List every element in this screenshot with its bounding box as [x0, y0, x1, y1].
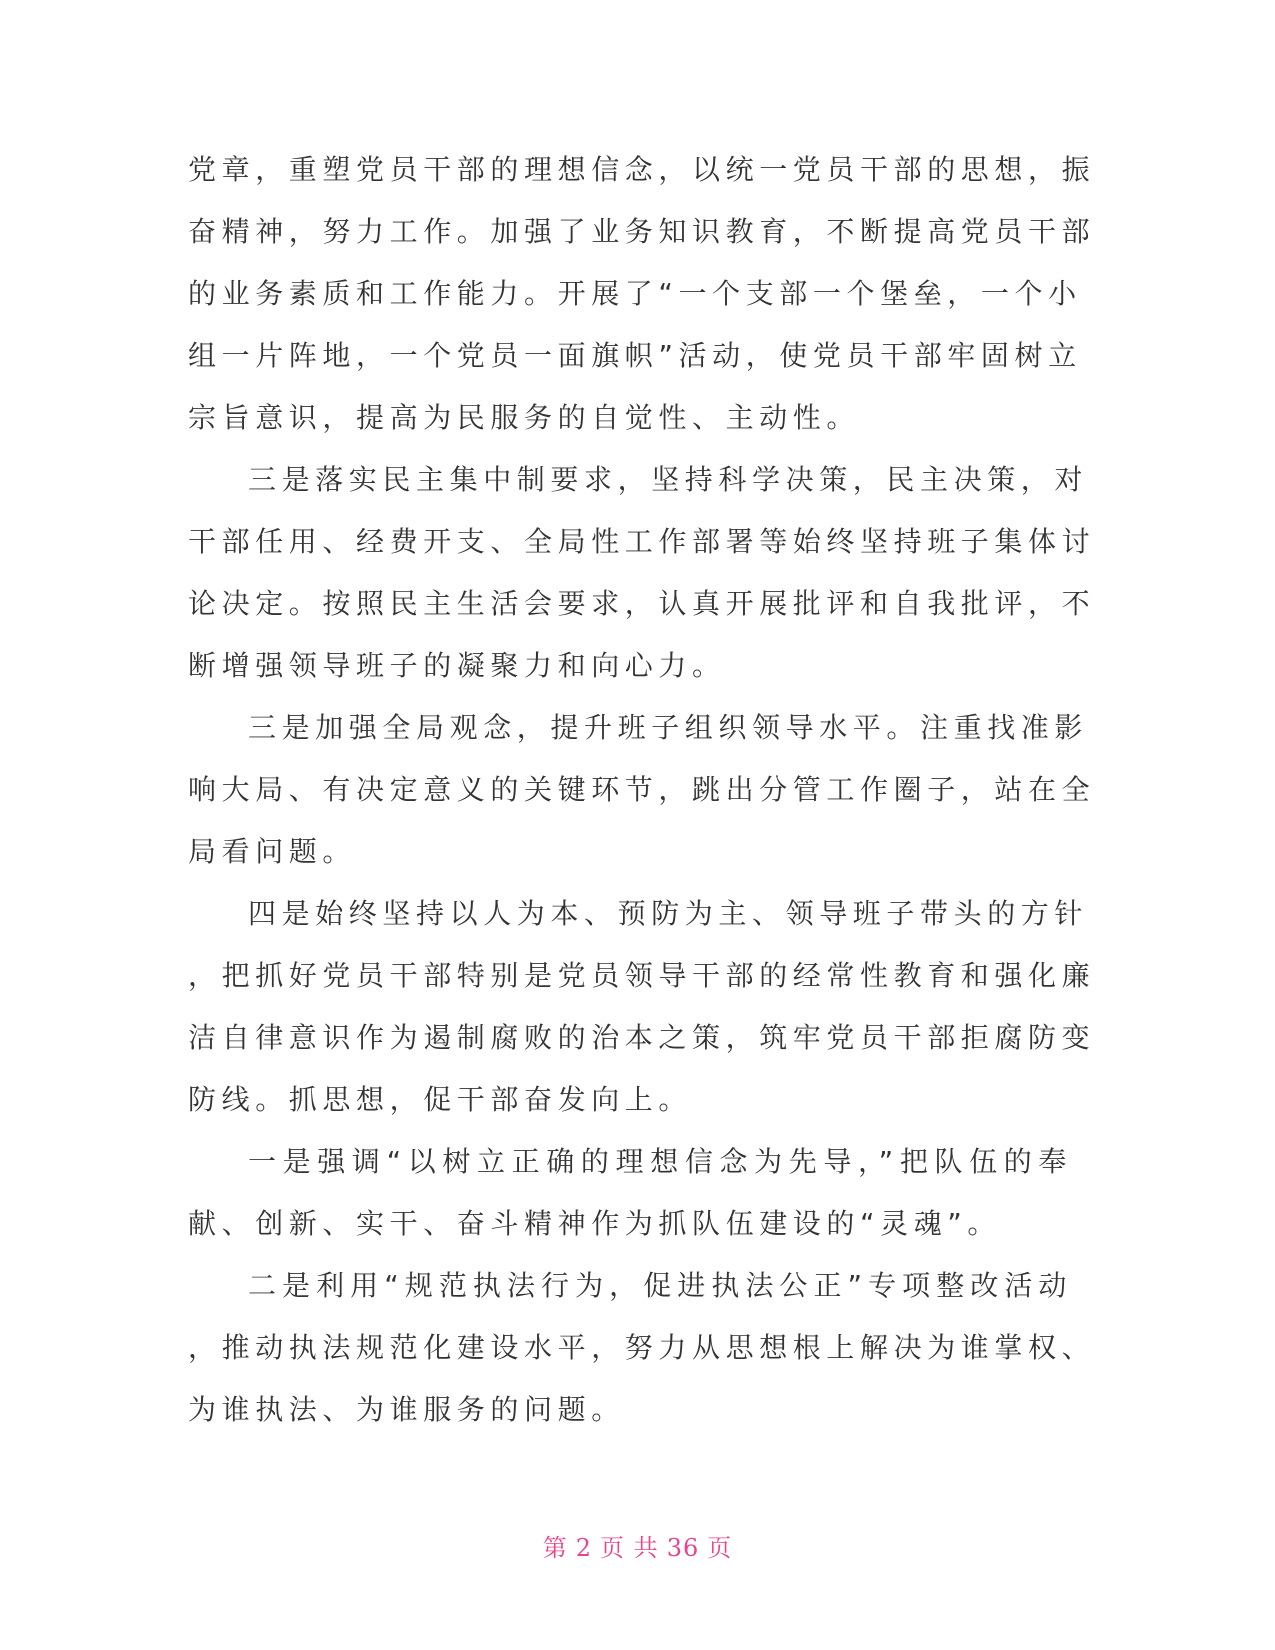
text-line: 洁自律意识作为遏制腐败的治本之策，筑牢党员干部拒腐防变: [188, 1021, 1096, 1054]
paragraph: [188, 139, 1096, 449]
text-line: ，推动执法规范化建设水平，努力从思想根上解决为谁掌权、: [188, 1331, 1096, 1364]
text-line: 局看问题。: [188, 835, 357, 868]
text-line: 宗旨意识，提高为民服务的自觉性、主动性。: [188, 401, 861, 434]
paragraph: [188, 883, 1096, 1131]
footer-middle: 页 共: [600, 1534, 659, 1562]
document-body: [188, 139, 1096, 1441]
text-line: ，把抓好党员干部特别是党员领导干部的经常性教育和强化廉: [188, 959, 1096, 992]
paragraph: [188, 449, 1096, 697]
text-line: 四是始终坚持以人为本、预防为主、领导班子带头的方针: [248, 897, 1089, 930]
text-line: 防线。抓思想，促干部奋发向上。: [188, 1083, 693, 1116]
footer-prefix: 第: [542, 1534, 568, 1562]
paragraph: [188, 1131, 1072, 1255]
paragraph: [188, 1255, 1096, 1441]
text-line: 干部任用、经费开支、全局性工作部署等始终坚持班子集体讨: [188, 525, 1096, 558]
text-line: 论决定。按照民主生活会要求，认真开展批评和自我批评，不: [188, 587, 1096, 620]
total-page-count: 36: [666, 1534, 700, 1562]
text-line: 断增强领导班子的凝聚力和向心力。: [188, 649, 726, 682]
text-line: 三是落实民主集中制要求，坚持科学决策，民主决策，对: [248, 463, 1089, 496]
text-line: 党章，重塑党员干部的理想信念，以统一党员干部的思想，振: [188, 153, 1096, 186]
current-page-number: 2: [575, 1534, 593, 1562]
text-line: 的业务素质和工作能力。开展了“一个支部一个堡垒，一个小: [188, 277, 1082, 310]
text-line: 奋精神，努力工作。加强了业务知识教育，不断提高党员干部: [188, 215, 1096, 248]
footer-suffix: 页: [707, 1534, 733, 1562]
text-line: 组一片阵地，一个党员一面旗帜”活动，使党员干部牢固树立: [188, 339, 1082, 372]
text-line: 为谁执法、为谁服务的问题。: [188, 1393, 625, 1426]
text-line: 二是利用“规范执法行为，促进执法公正”专项整改活动: [248, 1269, 1072, 1302]
text-line: 献、创新、实干、奋斗精神作为抓队伍建设的“灵魂”。: [188, 1207, 1002, 1240]
text-line: 响大局、有决定意义的关键环节，跳出分管工作圈子，站在全: [188, 773, 1096, 806]
page-number-footer: [0, 1528, 1275, 1563]
text-line: 三是加强全局观念，提升班子组织领导水平。注重找准影: [248, 711, 1089, 744]
paragraph: [188, 697, 1096, 883]
text-line: 一是强调“以树立正确的理想信念为先导，”把队伍的奉: [248, 1145, 1072, 1178]
